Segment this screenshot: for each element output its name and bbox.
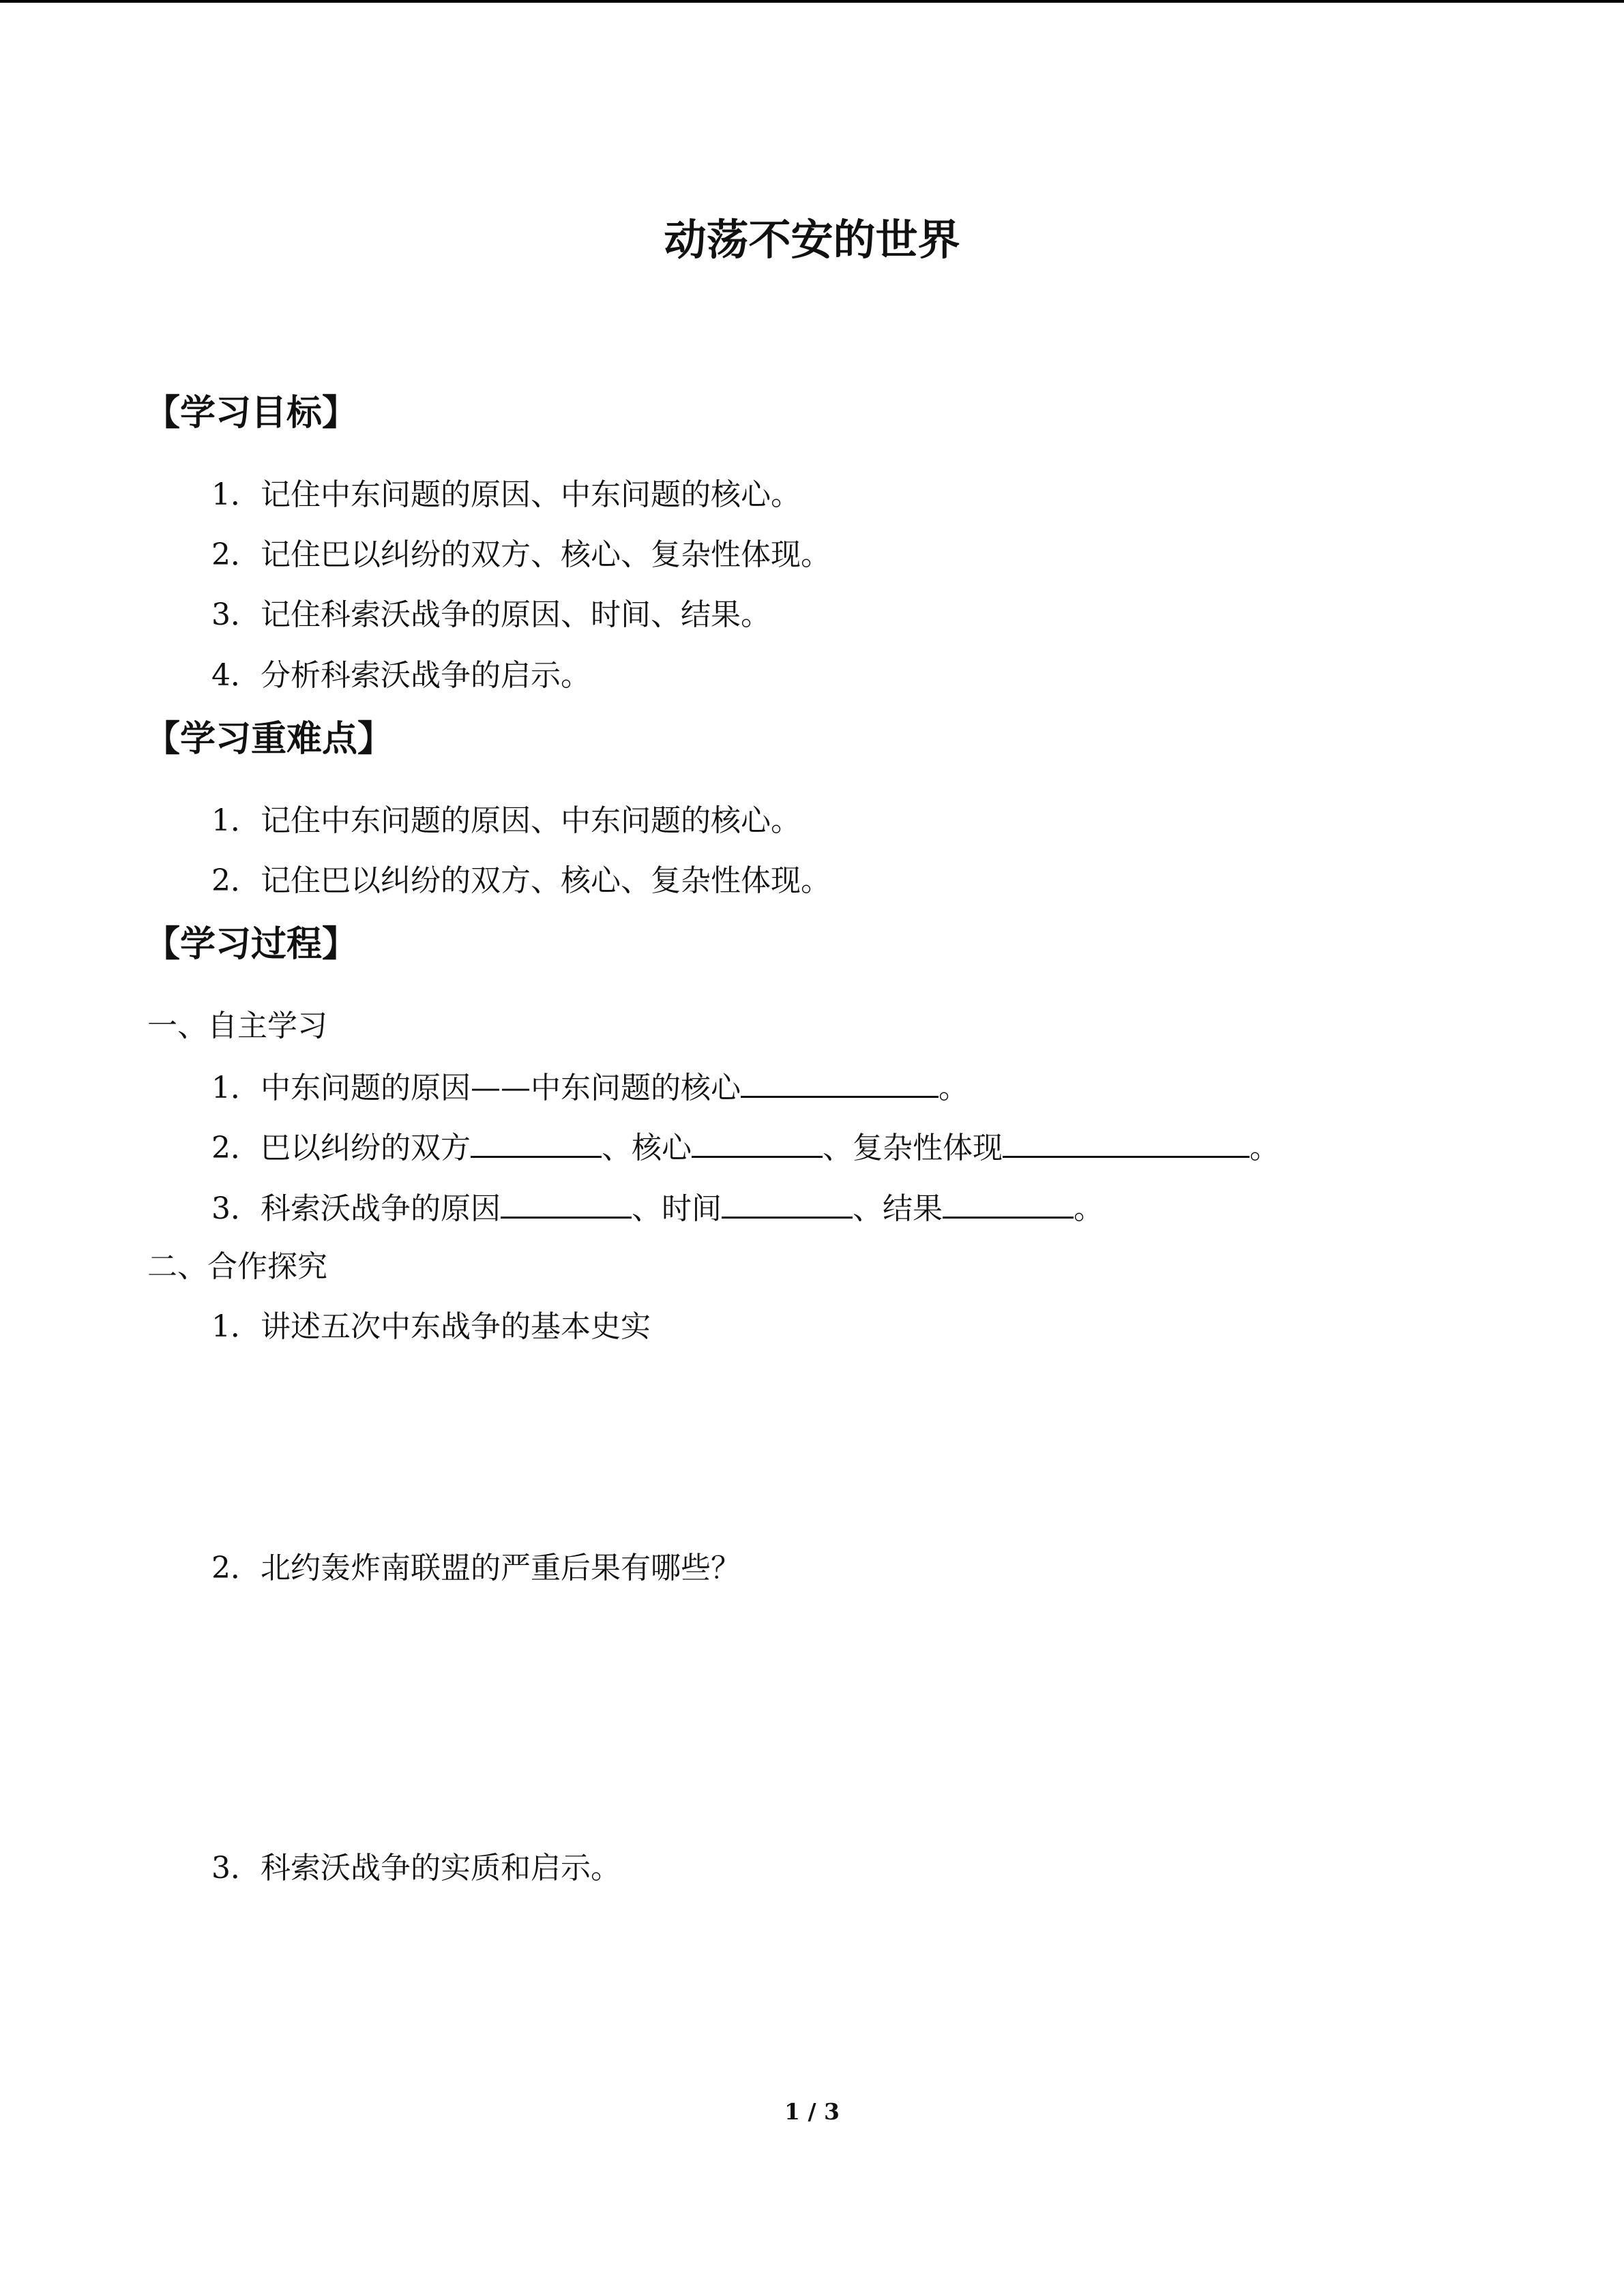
objective-item-1: 1．记住中东问题的原因、中东问题的核心。 [211,477,801,512]
self-study-question-1 [211,1066,969,1109]
fill-blank-cause[interactable] [501,1187,632,1219]
section-cooperation: 二、合作探究 [147,1249,327,1284]
question-2-part-a: 2．巴以纠纷的双方 [211,1131,471,1165]
objective-item-2: 2．记住巴以纠纷的双方、核心、复杂性体现。 [211,537,831,572]
question-2-part-b: 、核心 [602,1131,692,1165]
heading-learning-objectives: 【学习目标】 [145,392,358,434]
fill-blank-complexity[interactable] [1003,1126,1250,1158]
document-title: 动荡不安的世界 [664,215,960,265]
self-study-question-3 [211,1187,1104,1229]
fill-blank-core[interactable] [741,1066,939,1098]
objective-item-4: 4．分析科索沃战争的启示。 [211,658,591,693]
question-1-text: 1．中东问题的原因——中东问题的核心 [211,1071,741,1105]
fill-blank-time[interactable] [722,1187,853,1219]
fill-blank-result[interactable] [943,1187,1074,1219]
cooperation-question-3: 3．科索沃战争的实质和启示。 [211,1851,621,1885]
question-3-part-b: 、时间 [632,1191,722,1226]
self-study-question-2 [211,1126,1280,1169]
fill-blank-core-issue[interactable] [692,1126,823,1158]
key-point-item-1: 1．记住中东问题的原因、中东问题的核心。 [211,803,801,838]
question-3-part-a: 3．科索沃战争的原因 [211,1191,501,1226]
heading-learning-process: 【学习过程】 [145,923,358,965]
key-point-item-2: 2．记住巴以纠纷的双方、核心、复杂性体现。 [211,863,831,898]
section-self-study: 一、自主学习 [147,1009,327,1043]
heading-key-points: 【学习重难点】 [145,718,394,760]
objective-item-3: 3．记住科索沃战争的原因、时间、结果。 [211,597,771,632]
cooperation-question-2: 2．北约轰炸南联盟的严重后果有哪些？ [211,1551,741,1585]
fill-blank-parties[interactable] [471,1126,602,1158]
question-2-end: 。 [1250,1131,1280,1165]
cooperation-question-1: 1．讲述五次中东战争的基本史实 [211,1309,651,1344]
question-3-end: 。 [1074,1191,1104,1226]
question-3-part-c: 、结果 [853,1191,943,1226]
question-1-end: 。 [939,1071,969,1105]
page-number: 1 / 3 [784,2098,840,2125]
top-border-rule [0,0,1624,3]
question-2-part-c: 、复杂性体现 [823,1131,1003,1165]
